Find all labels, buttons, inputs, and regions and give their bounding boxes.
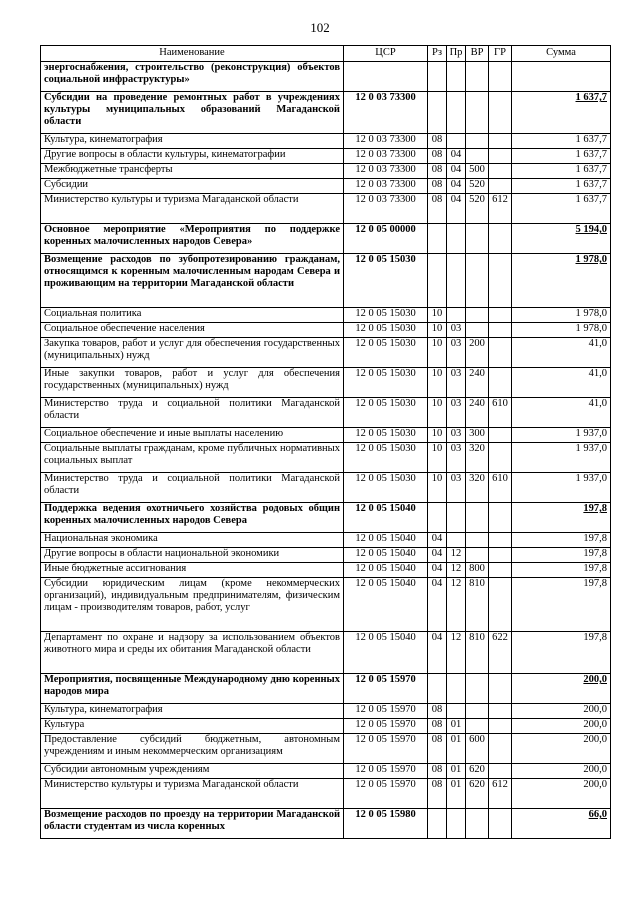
cell-csr: 12 0 03 73300 (344, 164, 428, 179)
cell-csr: 12 0 03 73300 (344, 194, 428, 224)
cell-rz: 08 (428, 779, 447, 809)
cell-gr: 612 (489, 194, 512, 224)
cell-csr: 12 0 03 73300 (344, 92, 428, 134)
cell-pr: 04 (447, 149, 466, 164)
cell-rz: 10 (428, 428, 447, 443)
cell-pr: 03 (447, 398, 466, 428)
cell-sum: 197,8 (512, 632, 611, 674)
cell-rz: 08 (428, 179, 447, 194)
cell-sum: 200,0 (512, 719, 611, 734)
cell-vr: 620 (466, 779, 489, 809)
cell-csr: 12 0 03 73300 (344, 149, 428, 164)
cell-gr (489, 578, 512, 632)
cell-sum: 1 637,7 (512, 149, 611, 164)
cell-name: Национальная экономика (41, 533, 344, 548)
cell-pr: 03 (447, 338, 466, 368)
cell-rz: 04 (428, 548, 447, 563)
table-row (41, 473, 611, 503)
cell-vr (466, 719, 489, 734)
cell-name: Закупка товаров, работ и услуг для обеспечения государственных (муниципальных) нужд (41, 338, 344, 368)
cell-gr: 610 (489, 473, 512, 503)
cell-sum: 197,8 (512, 563, 611, 578)
table-row (41, 563, 611, 578)
table-row (41, 443, 611, 473)
cell-rz: 10 (428, 443, 447, 473)
table-row (41, 308, 611, 323)
cell-gr (489, 134, 512, 149)
cell-pr: 03 (447, 428, 466, 443)
cell-vr: 240 (466, 368, 489, 398)
cell-rz: 04 (428, 533, 447, 548)
cell-sum: 1 937,0 (512, 473, 611, 503)
table-row (41, 164, 611, 179)
cell-pr: 12 (447, 548, 466, 563)
cell-name: Министерство культуры и туризма Магаданской области (41, 194, 344, 224)
cell-csr: 12 0 05 15970 (344, 779, 428, 809)
cell-name: Субсидии автономным учреждениям (41, 764, 344, 779)
cell-gr (489, 548, 512, 563)
cell-rz: 04 (428, 578, 447, 632)
cell-pr: 04 (447, 194, 466, 224)
cell-vr (466, 503, 489, 533)
table-row (41, 323, 611, 338)
cell-csr: 12 0 05 15030 (344, 473, 428, 503)
table-row (41, 134, 611, 149)
cell-rz (428, 503, 447, 533)
cell-pr: 01 (447, 779, 466, 809)
cell-csr: 12 0 05 00000 (344, 224, 428, 254)
cell-sum: 41,0 (512, 368, 611, 398)
cell-rz: 04 (428, 563, 447, 578)
table-row (41, 764, 611, 779)
table-row (41, 578, 611, 632)
table-row (41, 734, 611, 764)
cell-vr: 500 (466, 164, 489, 179)
cell-name: Другие вопросы в области национальной экономики (41, 548, 344, 563)
cell-csr: 12 0 05 15970 (344, 704, 428, 719)
cell-rz (428, 809, 447, 839)
cell-gr (489, 323, 512, 338)
cell-rz: 08 (428, 764, 447, 779)
cell-name: Министерство труда и социальной политики Магаданской области (41, 473, 344, 503)
table-header-row (41, 46, 611, 62)
cell-gr (489, 368, 512, 398)
cell-name: Мероприятия, посвященные Международному дню коренных народов мира (41, 674, 344, 704)
header-vr: ВР (466, 46, 489, 62)
cell-gr (489, 719, 512, 734)
table-row (41, 428, 611, 443)
cell-csr: 12 0 05 15040 (344, 533, 428, 548)
cell-name: Межбюджетные трансферты (41, 164, 344, 179)
cell-sum: 5 194,0 (512, 224, 611, 254)
cell-sum: 197,8 (512, 533, 611, 548)
cell-rz: 10 (428, 323, 447, 338)
cell-rz: 08 (428, 734, 447, 764)
cell-vr (466, 62, 489, 92)
cell-name: Социальная политика (41, 308, 344, 323)
cell-rz: 08 (428, 719, 447, 734)
cell-name: Основное мероприятие «Мероприятия по поддержке коренных малочисленных народов Севера» (41, 224, 344, 254)
table-row (41, 338, 611, 368)
cell-gr (489, 179, 512, 194)
cell-sum: 1 637,7 (512, 134, 611, 149)
header-csr: ЦСР (344, 46, 428, 62)
cell-csr: 12 0 05 15030 (344, 323, 428, 338)
header-rz: Рз (428, 46, 447, 62)
cell-vr (466, 134, 489, 149)
cell-csr: 12 0 05 15030 (344, 443, 428, 473)
table-row (41, 368, 611, 398)
cell-rz: 10 (428, 398, 447, 428)
table-row (41, 224, 611, 254)
cell-csr: 12 0 05 15040 (344, 503, 428, 533)
cell-gr (489, 308, 512, 323)
cell-pr: 12 (447, 578, 466, 632)
cell-gr (489, 704, 512, 719)
cell-csr: 12 0 05 15030 (344, 254, 428, 308)
cell-sum: 1 937,0 (512, 443, 611, 473)
cell-sum: 66,0 (512, 809, 611, 839)
cell-rz (428, 254, 447, 308)
cell-gr (489, 764, 512, 779)
cell-pr: 12 (447, 563, 466, 578)
cell-vr: 800 (466, 563, 489, 578)
cell-vr: 320 (466, 473, 489, 503)
cell-gr: 610 (489, 398, 512, 428)
cell-sum: 41,0 (512, 398, 611, 428)
cell-vr (466, 809, 489, 839)
cell-name: Социальное обеспечение населения (41, 323, 344, 338)
table-row (41, 398, 611, 428)
cell-pr: 04 (447, 164, 466, 179)
table-row (41, 62, 611, 92)
cell-name: Департамент по охране и надзору за использованием объектов животного мира и среды их обитания Магаданской области (41, 632, 344, 674)
cell-vr: 300 (466, 428, 489, 443)
table-row (41, 719, 611, 734)
cell-name: Субсидии юридическим лицам (кроме некоммерческих организаций), индивидуальным предпринимателям, физическим лицам - производителям товаров, работ, услуг (41, 578, 344, 632)
cell-vr: 240 (466, 398, 489, 428)
cell-rz: 10 (428, 368, 447, 398)
table-row (41, 254, 611, 308)
cell-csr: 12 0 05 15970 (344, 674, 428, 704)
cell-csr: 12 0 05 15030 (344, 398, 428, 428)
cell-gr (489, 338, 512, 368)
table-row (41, 704, 611, 719)
cell-rz: 04 (428, 632, 447, 674)
cell-csr: 12 0 05 15030 (344, 338, 428, 368)
cell-vr: 810 (466, 632, 489, 674)
cell-csr: 12 0 05 15030 (344, 428, 428, 443)
table-row (41, 92, 611, 134)
cell-gr (489, 428, 512, 443)
cell-pr: 03 (447, 443, 466, 473)
cell-gr (489, 62, 512, 92)
cell-csr: 12 0 05 15030 (344, 308, 428, 323)
header-gr: ГР (489, 46, 512, 62)
cell-vr (466, 704, 489, 719)
cell-sum: 41,0 (512, 338, 611, 368)
cell-gr (489, 734, 512, 764)
cell-csr: 12 0 05 15040 (344, 548, 428, 563)
table-row (41, 779, 611, 809)
cell-sum: 200,0 (512, 734, 611, 764)
cell-rz: 08 (428, 134, 447, 149)
cell-sum: 1 978,0 (512, 254, 611, 308)
cell-pr (447, 254, 466, 308)
cell-name: Предоставление субсидий бюджетным, автономным учреждениям и иным некоммерческим организациям (41, 734, 344, 764)
cell-rz (428, 224, 447, 254)
cell-csr: 12 0 05 15030 (344, 368, 428, 398)
cell-gr (489, 224, 512, 254)
cell-pr: 01 (447, 764, 466, 779)
cell-name: Другие вопросы в области культуры, кинематографии (41, 149, 344, 164)
cell-vr (466, 224, 489, 254)
cell-csr: 12 0 05 15040 (344, 632, 428, 674)
cell-csr: 12 0 05 15980 (344, 809, 428, 839)
cell-rz: 10 (428, 308, 447, 323)
cell-vr: 620 (466, 764, 489, 779)
cell-sum: 197,8 (512, 548, 611, 563)
cell-sum: 1 637,7 (512, 194, 611, 224)
cell-sum: 200,0 (512, 779, 611, 809)
cell-name: Возмещение расходов по зубопротезированию гражданам, относящимся к коренным малочисленным народам Севера и проживающим на территории Магаданской области (41, 254, 344, 308)
cell-name: Культура (41, 719, 344, 734)
cell-pr (447, 503, 466, 533)
table-row (41, 149, 611, 164)
cell-vr: 200 (466, 338, 489, 368)
table-row (41, 533, 611, 548)
cell-gr (489, 674, 512, 704)
cell-name: Министерство труда и социальной политики Магаданской области (41, 398, 344, 428)
cell-name: Культура, кинематография (41, 704, 344, 719)
cell-gr (489, 254, 512, 308)
cell-vr: 320 (466, 443, 489, 473)
cell-csr (344, 62, 428, 92)
cell-gr: 612 (489, 779, 512, 809)
cell-vr (466, 674, 489, 704)
cell-name: Социальное обеспечение и иные выплаты населению (41, 428, 344, 443)
cell-rz: 08 (428, 149, 447, 164)
header-pr: Пр (447, 46, 466, 62)
cell-pr (447, 224, 466, 254)
cell-rz (428, 92, 447, 134)
cell-vr: 810 (466, 578, 489, 632)
cell-sum: 200,0 (512, 704, 611, 719)
cell-rz: 08 (428, 704, 447, 719)
cell-pr (447, 674, 466, 704)
cell-sum: 200,0 (512, 764, 611, 779)
cell-vr (466, 548, 489, 563)
cell-sum: 1 637,7 (512, 92, 611, 134)
cell-rz: 10 (428, 473, 447, 503)
cell-name: Социальные выплаты гражданам, кроме публичных нормативных социальных выплат (41, 443, 344, 473)
cell-pr: 03 (447, 368, 466, 398)
cell-name: Поддержка ведения охотничьего хозяйства родовых общин коренных малочисленных народов Севера (41, 503, 344, 533)
cell-pr (447, 704, 466, 719)
cell-csr: 12 0 05 15970 (344, 764, 428, 779)
cell-name: Иные бюджетные ассигнования (41, 563, 344, 578)
cell-pr (447, 308, 466, 323)
table-body (41, 62, 611, 839)
cell-gr: 622 (489, 632, 512, 674)
cell-pr (447, 62, 466, 92)
cell-vr (466, 149, 489, 164)
table-row (41, 674, 611, 704)
cell-rz: 08 (428, 194, 447, 224)
cell-name: Министерство культуры и туризма Магаданской области (41, 779, 344, 809)
table-row (41, 548, 611, 563)
cell-rz (428, 674, 447, 704)
cell-rz: 08 (428, 164, 447, 179)
cell-vr (466, 323, 489, 338)
cell-pr: 03 (447, 473, 466, 503)
cell-rz: 10 (428, 338, 447, 368)
cell-vr: 600 (466, 734, 489, 764)
cell-sum: 1 637,7 (512, 179, 611, 194)
page-number: 102 (310, 20, 330, 35)
budget-table (40, 45, 611, 839)
cell-pr: 01 (447, 719, 466, 734)
cell-sum: 1 637,7 (512, 164, 611, 179)
cell-sum: 1 937,0 (512, 428, 611, 443)
cell-vr (466, 254, 489, 308)
cell-pr (447, 134, 466, 149)
cell-gr (489, 164, 512, 179)
table-row (41, 503, 611, 533)
cell-name: Субсидии на проведение ремонтных работ в учреждениях культуры муниципальных образований Магаданской области (41, 92, 344, 134)
cell-vr (466, 533, 489, 548)
cell-csr: 12 0 05 15040 (344, 578, 428, 632)
cell-csr: 12 0 05 15970 (344, 734, 428, 764)
cell-sum: 1 978,0 (512, 308, 611, 323)
cell-gr (489, 563, 512, 578)
cell-sum: 197,8 (512, 578, 611, 632)
table-row (41, 179, 611, 194)
cell-gr (489, 149, 512, 164)
cell-gr (489, 503, 512, 533)
cell-csr: 12 0 05 15040 (344, 563, 428, 578)
cell-pr (447, 533, 466, 548)
cell-pr: 03 (447, 323, 466, 338)
table-row (41, 632, 611, 674)
header-name: Наименование (41, 46, 344, 62)
header-sum: Сумма (512, 46, 611, 62)
cell-name: энергоснабжения, строительство (реконструкция) объектов социальной инфраструктуры» (41, 62, 344, 92)
table-row (41, 809, 611, 839)
cell-gr (489, 533, 512, 548)
cell-name: Возмещение расходов по проезду на территории Магаданской области студентам из числа коренных (41, 809, 344, 839)
cell-pr (447, 809, 466, 839)
cell-name: Иные закупки товаров, работ и услуг для обеспечения государственных (муниципальных) нужд (41, 368, 344, 398)
cell-vr: 520 (466, 179, 489, 194)
cell-sum: 200,0 (512, 674, 611, 704)
cell-name: Культура, кинематография (41, 134, 344, 149)
cell-rz (428, 62, 447, 92)
cell-csr: 12 0 05 15970 (344, 719, 428, 734)
cell-pr: 01 (447, 734, 466, 764)
table-row (41, 194, 611, 224)
cell-sum: 1 978,0 (512, 323, 611, 338)
cell-sum (512, 62, 611, 92)
cell-csr: 12 0 03 73300 (344, 179, 428, 194)
cell-pr (447, 92, 466, 134)
cell-gr (489, 443, 512, 473)
cell-pr: 04 (447, 179, 466, 194)
cell-vr: 520 (466, 194, 489, 224)
cell-csr: 12 0 03 73300 (344, 134, 428, 149)
cell-vr (466, 308, 489, 323)
cell-gr (489, 92, 512, 134)
cell-vr (466, 92, 489, 134)
cell-name: Субсидии (41, 179, 344, 194)
cell-gr (489, 809, 512, 839)
cell-pr: 12 (447, 632, 466, 674)
cell-sum: 197,8 (512, 503, 611, 533)
